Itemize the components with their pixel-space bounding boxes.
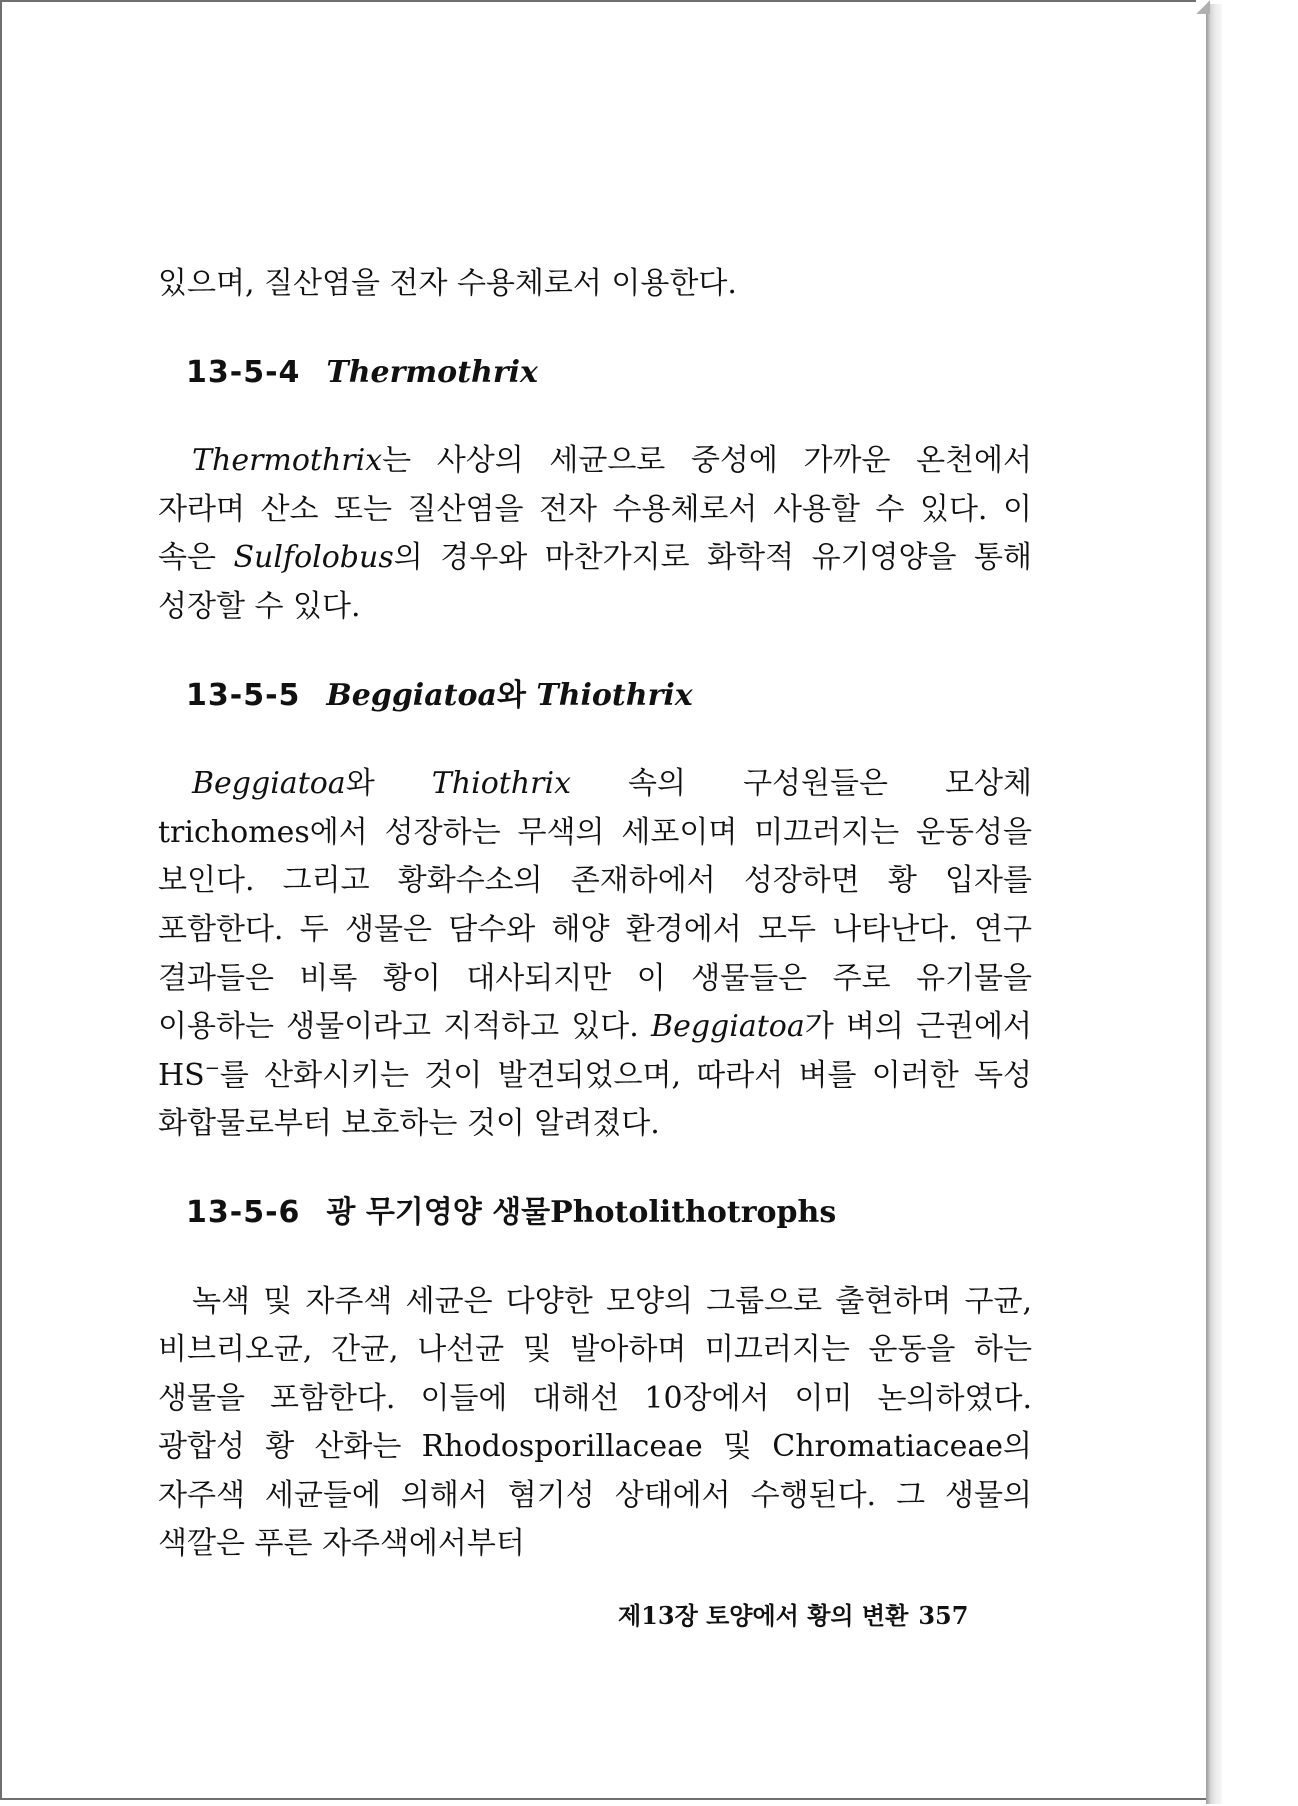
body-text: 속의 구성원들은 모상체 trichomes에서 성장하는 무색의 세포이며 미끄러지는 운동성을 보인다. 그리고 황화수소의 존재하에서 성장하면 황 입자를 포함한다. 두 생물은 담수와 해양 환경에서 모두 나타난다. 연구 결과들은 비록 황이 대사되지만 이 생물들은 주로 유기물을 이용하는 생물이라고 지적하고 있다. bbox=[158, 766, 1032, 1045]
section-heading-13-5-6 bbox=[158, 1189, 1032, 1238]
chapter-title: 제13장 토양에서 황의 변환 bbox=[618, 1601, 909, 1630]
section-paragraph-13-5-6: 녹색 및 자주색 세균은 다양한 모양의 그룹으로 출현하며 구균, 비브리오균, 간균, 나선균 및 발아하며 미끄러지는 운동을 하는 생물을 포함한다. 이들에 대해선 10장에서 이미 논의하였다. 광합성 황 산화는 Rhodosporillaceae 및 Chromatiaceae의 자주색 세균들에 의해서 혐기성 상태에서 수행된다. 그 생물의 색깔은 푸른 자주색에서부터 bbox=[158, 1283, 1032, 1562]
page-content bbox=[158, 260, 1032, 1569]
section-paragraph-13-5-5 bbox=[158, 760, 1032, 1149]
genus-name: Thermothrix bbox=[192, 443, 383, 479]
page-edge-shadow bbox=[1206, 4, 1222, 1804]
genus-name: Beggiatoa bbox=[651, 1009, 805, 1045]
body-text: 를 산화시키는 것이 발견되었으며, 따라서 벼를 이러한 독성 화합물로부터 보호하는 것이 알려졌다. bbox=[158, 1057, 1032, 1142]
body-text: 의 경우와 마찬가지로 화학적 유기영양을 통해 성장할 수 있다. bbox=[158, 540, 1032, 624]
section-title-genus: Beggiatoa bbox=[326, 677, 497, 713]
body-text: 가 벼의 근권에서 HS bbox=[158, 1009, 1032, 1093]
section-number: 13-5-5 bbox=[186, 677, 301, 713]
section-title: 광 무기영양 생물Photolithotrophs bbox=[326, 1194, 837, 1230]
section-title bbox=[326, 355, 538, 390]
genus-name: Beggiatoa bbox=[192, 766, 346, 802]
section-paragraph-13-5-4 bbox=[158, 437, 1032, 631]
page-number: 357 bbox=[918, 1601, 969, 1630]
body-text: 와 bbox=[345, 766, 432, 802]
genus-name: Sulfolobus bbox=[233, 540, 394, 576]
section-title-genus: Thiothrix bbox=[536, 677, 693, 713]
section-number: 13-5-4 bbox=[186, 354, 301, 390]
section-title-genus: Thermothrix bbox=[326, 354, 538, 390]
intro-paragraph: 있으며, 질산염을 전자 수용체로서 이용한다. bbox=[158, 266, 737, 301]
section-heading-13-5-5 bbox=[158, 672, 1032, 721]
section-title-conjunction: 와 bbox=[496, 677, 537, 713]
section-title bbox=[326, 678, 692, 713]
body-text: 는 사상의 세균으로 중성에 가까운 온천에서 자라며 산소 또는 질산염을 전자 수용체로서 사용할 수 있다. 이 속은 bbox=[158, 443, 1032, 576]
page-corner bbox=[1196, 0, 1210, 14]
section-heading-13-5-4 bbox=[158, 349, 1032, 398]
section-number: 13-5-6 bbox=[186, 1194, 301, 1230]
superscript-minus: − bbox=[204, 1057, 220, 1079]
running-footer bbox=[618, 1596, 968, 1631]
genus-name: Thiothrix bbox=[431, 766, 571, 802]
